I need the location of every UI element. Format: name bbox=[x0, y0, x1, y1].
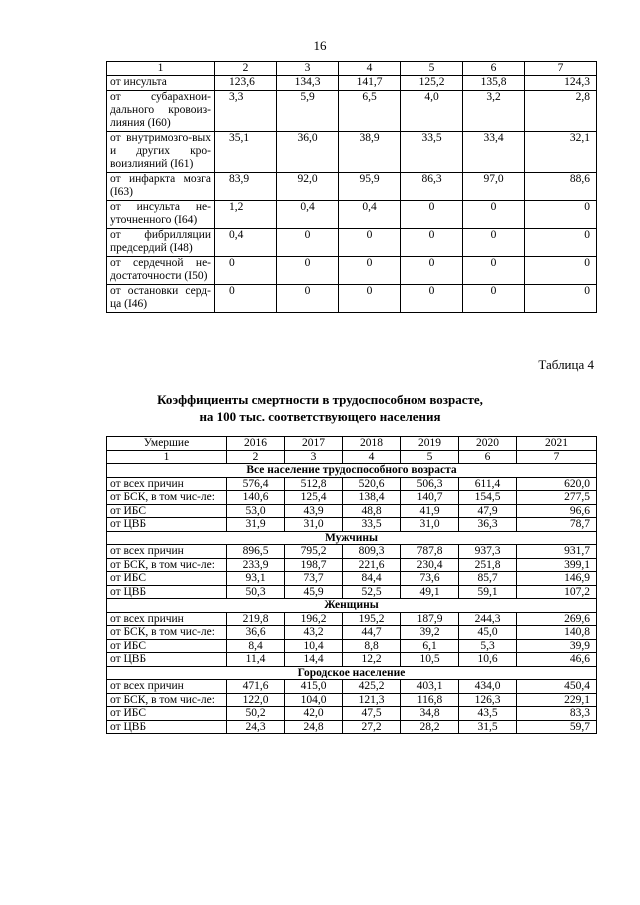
table-cell: 125,4 bbox=[285, 491, 343, 505]
table-cell: 787,8 bbox=[401, 545, 459, 559]
table-cell: 620,0 bbox=[517, 477, 597, 491]
table-cell: 140,6 bbox=[227, 491, 285, 505]
row-label: от ИБС bbox=[107, 572, 227, 586]
row-label: от ИБС bbox=[107, 639, 227, 653]
column-number: 7 bbox=[517, 450, 597, 464]
table-cell: 4,0 bbox=[401, 91, 463, 132]
table-cell: 198,7 bbox=[285, 558, 343, 572]
table-row bbox=[107, 91, 597, 132]
table-cell: 52,5 bbox=[343, 585, 401, 599]
section-row bbox=[107, 599, 597, 613]
table-row bbox=[107, 229, 597, 257]
table-cell: 39,9 bbox=[517, 639, 597, 653]
table-cell: 450,4 bbox=[517, 680, 597, 694]
table-cell: 124,3 bbox=[525, 76, 597, 91]
table-cell: 49,1 bbox=[401, 585, 459, 599]
table-cell: 219,8 bbox=[227, 612, 285, 626]
table-cell: 0 bbox=[401, 229, 463, 257]
table-cell: 35,1 bbox=[215, 132, 277, 173]
table-title-line-2: на 100 тыс. соответствующего населения bbox=[199, 409, 441, 424]
table-cell: 187,9 bbox=[401, 612, 459, 626]
column-header: 2018 bbox=[343, 437, 401, 451]
table-cell: 0 bbox=[401, 285, 463, 313]
table-cell: 3,2 bbox=[463, 91, 525, 132]
table-cell: 434,0 bbox=[459, 680, 517, 694]
row-label: от БСК, в том чис-ле: bbox=[107, 558, 227, 572]
table-cell: 399,1 bbox=[517, 558, 597, 572]
table-cell: 36,6 bbox=[227, 626, 285, 640]
table-cell: 195,2 bbox=[343, 612, 401, 626]
row-label: от внутримозго-вых и других кро-воизлияний (I61) bbox=[107, 132, 215, 173]
column-number: 7 bbox=[525, 62, 597, 76]
table-cell: 116,8 bbox=[401, 693, 459, 707]
section-title: Мужчины bbox=[107, 531, 597, 545]
row-label: от субарахнои-дального кровоиз-лияния (I60) bbox=[107, 91, 215, 132]
table-cell: 611,4 bbox=[459, 477, 517, 491]
table-cell: 43,2 bbox=[285, 626, 343, 640]
table-cell: 809,3 bbox=[343, 545, 401, 559]
table-cell: 73,6 bbox=[401, 572, 459, 586]
table-cell: 122,0 bbox=[227, 693, 285, 707]
table-cell: 0 bbox=[277, 285, 339, 313]
table-cell: 43,5 bbox=[459, 707, 517, 721]
table-cell: 251,8 bbox=[459, 558, 517, 572]
table-row bbox=[107, 720, 597, 734]
table-cell: 39,2 bbox=[401, 626, 459, 640]
section-title: Городское население bbox=[107, 666, 597, 680]
table-cell: 50,3 bbox=[227, 585, 285, 599]
table-cell: 31,0 bbox=[401, 518, 459, 532]
column-number: 5 bbox=[401, 450, 459, 464]
table-cell: 233,9 bbox=[227, 558, 285, 572]
column-header: 2020 bbox=[459, 437, 517, 451]
row-label: от всех причин bbox=[107, 477, 227, 491]
table-cell: 576,4 bbox=[227, 477, 285, 491]
row-label: от ИБС bbox=[107, 504, 227, 518]
table-cell: 123,6 bbox=[215, 76, 277, 91]
table-row bbox=[107, 504, 597, 518]
row-label: от инсульта bbox=[107, 76, 215, 91]
table-cell: 6,1 bbox=[401, 639, 459, 653]
table-cell: 0 bbox=[401, 257, 463, 285]
table-cell: 0 bbox=[339, 285, 401, 313]
column-number: 3 bbox=[277, 62, 339, 76]
column-number: 1 bbox=[107, 450, 227, 464]
table-cell: 95,9 bbox=[339, 173, 401, 201]
row-label: от всех причин bbox=[107, 612, 227, 626]
row-label: от БСК, в том чис-ле: bbox=[107, 491, 227, 505]
column-number: 5 bbox=[401, 62, 463, 76]
row-label: от всех причин bbox=[107, 680, 227, 694]
table-cell: 471,6 bbox=[227, 680, 285, 694]
table-cell: 0 bbox=[339, 257, 401, 285]
table-cell: 135,8 bbox=[463, 76, 525, 91]
table-cell: 141,7 bbox=[339, 76, 401, 91]
table-cell: 1,2 bbox=[215, 201, 277, 229]
table-cell: 0 bbox=[401, 201, 463, 229]
row-label: от ИБС bbox=[107, 707, 227, 721]
section-row bbox=[107, 464, 597, 478]
row-label: от инфаркта мозга (I63) bbox=[107, 173, 215, 201]
table-cell: 6,5 bbox=[339, 91, 401, 132]
section-row bbox=[107, 531, 597, 545]
row-label: от БСК, в том чис-ле: bbox=[107, 626, 227, 640]
table-cell: 0 bbox=[463, 201, 525, 229]
column-header: 2021 bbox=[517, 437, 597, 451]
table-cell: 896,5 bbox=[227, 545, 285, 559]
table-cell: 33,4 bbox=[463, 132, 525, 173]
table-cell: 0 bbox=[463, 229, 525, 257]
column-header: 2016 bbox=[227, 437, 285, 451]
row-label: от фибрилляции предсердий (I48) bbox=[107, 229, 215, 257]
row-label: от инсульта не-уточненного (I64) bbox=[107, 201, 215, 229]
table-cell: 107,2 bbox=[517, 585, 597, 599]
table-cell: 96,6 bbox=[517, 504, 597, 518]
table-header-row bbox=[107, 62, 597, 76]
table-cell: 83,3 bbox=[517, 707, 597, 721]
table-cell: 36,0 bbox=[277, 132, 339, 173]
table-cell: 38,9 bbox=[339, 132, 401, 173]
table-row bbox=[107, 639, 597, 653]
row-label: от остановки серд-ца (I46) bbox=[107, 285, 215, 313]
row-label: от ЦВБ bbox=[107, 653, 227, 667]
column-header: 2019 bbox=[401, 437, 459, 451]
table-cell: 5,3 bbox=[459, 639, 517, 653]
row-label: от ЦВБ bbox=[107, 720, 227, 734]
table-row bbox=[107, 477, 597, 491]
table-cell: 47,9 bbox=[459, 504, 517, 518]
table-row bbox=[107, 626, 597, 640]
table-cell: 14,4 bbox=[285, 653, 343, 667]
table-cell: 45,0 bbox=[459, 626, 517, 640]
column-number: 3 bbox=[285, 450, 343, 464]
stroke-mortality-table bbox=[106, 61, 597, 313]
table-row bbox=[107, 173, 597, 201]
table-cell: 84,4 bbox=[343, 572, 401, 586]
table-cell: 0 bbox=[525, 285, 597, 313]
row-label: от БСК, в том чис-ле: bbox=[107, 693, 227, 707]
table-cell: 520,6 bbox=[343, 477, 401, 491]
table-header-row bbox=[107, 437, 597, 451]
table-cell: 0 bbox=[339, 229, 401, 257]
table-cell: 11,4 bbox=[227, 653, 285, 667]
table-cell: 0 bbox=[463, 285, 525, 313]
table-row bbox=[107, 653, 597, 667]
column-number: 6 bbox=[459, 450, 517, 464]
table-cell: 10,4 bbox=[285, 639, 343, 653]
table-cell: 425,2 bbox=[343, 680, 401, 694]
table-cell: 97,0 bbox=[463, 173, 525, 201]
table-cell: 50,2 bbox=[227, 707, 285, 721]
table-title-line-1: Коэффициенты смертности в трудоспособном возрасте, bbox=[157, 392, 483, 407]
table-row bbox=[107, 285, 597, 313]
table-cell: 403,1 bbox=[401, 680, 459, 694]
column-number: 4 bbox=[343, 450, 401, 464]
table-cell: 0 bbox=[215, 285, 277, 313]
table-cell: 415,0 bbox=[285, 680, 343, 694]
table-cell: 42,0 bbox=[285, 707, 343, 721]
table-cell: 33,5 bbox=[343, 518, 401, 532]
table-cell: 0 bbox=[277, 257, 339, 285]
table-cell: 125,2 bbox=[401, 76, 463, 91]
table-cell: 0 bbox=[525, 257, 597, 285]
table-cell: 931,7 bbox=[517, 545, 597, 559]
table-cell: 140,7 bbox=[401, 491, 459, 505]
table-row bbox=[107, 491, 597, 505]
table-cell: 41,9 bbox=[401, 504, 459, 518]
table-cell: 0,4 bbox=[339, 201, 401, 229]
table-cell: 73,7 bbox=[285, 572, 343, 586]
column-number: 2 bbox=[215, 62, 277, 76]
table-cell: 0 bbox=[525, 201, 597, 229]
table-cell: 44,7 bbox=[343, 626, 401, 640]
table-cell: 937,3 bbox=[459, 545, 517, 559]
column-number: 1 bbox=[107, 62, 215, 76]
table-cell: 0,4 bbox=[215, 229, 277, 257]
table-row bbox=[107, 707, 597, 721]
table-row bbox=[107, 693, 597, 707]
table-cell: 121,3 bbox=[343, 693, 401, 707]
table-cell: 104,0 bbox=[285, 693, 343, 707]
table-cell: 154,5 bbox=[459, 491, 517, 505]
table-cell: 34,8 bbox=[401, 707, 459, 721]
table-row bbox=[107, 76, 597, 91]
section-title: Все население трудоспособного возраста bbox=[107, 464, 597, 478]
section-title: Женщины bbox=[107, 599, 597, 613]
table-cell: 512,8 bbox=[285, 477, 343, 491]
table-cell: 31,0 bbox=[285, 518, 343, 532]
table-row bbox=[107, 201, 597, 229]
table-cell: 10,6 bbox=[459, 653, 517, 667]
table-cell: 0 bbox=[525, 229, 597, 257]
table-cell: 83,9 bbox=[215, 173, 277, 201]
table-cell: 140,8 bbox=[517, 626, 597, 640]
table-cell: 196,2 bbox=[285, 612, 343, 626]
table-cell: 31,5 bbox=[459, 720, 517, 734]
table-cell: 45,9 bbox=[285, 585, 343, 599]
working-age-mortality-table bbox=[106, 436, 597, 734]
table-cell: 33,5 bbox=[401, 132, 463, 173]
table-cell: 59,1 bbox=[459, 585, 517, 599]
table-cell: 134,3 bbox=[277, 76, 339, 91]
table-cell: 8,4 bbox=[227, 639, 285, 653]
table-cell: 8,8 bbox=[343, 639, 401, 653]
table-cell: 31,9 bbox=[227, 518, 285, 532]
table-cell: 506,3 bbox=[401, 477, 459, 491]
table-cell: 0 bbox=[463, 257, 525, 285]
table-cell: 48,8 bbox=[343, 504, 401, 518]
column-header: 2017 bbox=[285, 437, 343, 451]
table-cell: 244,3 bbox=[459, 612, 517, 626]
table-row bbox=[107, 518, 597, 532]
row-label: от ЦВБ bbox=[107, 518, 227, 532]
table-cell: 277,5 bbox=[517, 491, 597, 505]
column-header: Умершие bbox=[107, 437, 227, 451]
table-cell: 88,6 bbox=[525, 173, 597, 201]
table-cell: 53,0 bbox=[227, 504, 285, 518]
table-cell: 12,2 bbox=[343, 653, 401, 667]
table-row bbox=[107, 132, 597, 173]
table-row bbox=[107, 572, 597, 586]
table-cell: 93,1 bbox=[227, 572, 285, 586]
table-cell: 146,9 bbox=[517, 572, 597, 586]
table-cell: 138,4 bbox=[343, 491, 401, 505]
column-number: 4 bbox=[339, 62, 401, 76]
table-cell: 269,6 bbox=[517, 612, 597, 626]
table-cell: 0 bbox=[215, 257, 277, 285]
table-cell: 36,3 bbox=[459, 518, 517, 532]
table-cell: 24,8 bbox=[285, 720, 343, 734]
table-cell: 24,3 bbox=[227, 720, 285, 734]
table-cell: 28,2 bbox=[401, 720, 459, 734]
table-cell: 43,9 bbox=[285, 504, 343, 518]
table-cell: 47,5 bbox=[343, 707, 401, 721]
table-cell: 10,5 bbox=[401, 653, 459, 667]
table-cell: 795,2 bbox=[285, 545, 343, 559]
table-cell: 229,1 bbox=[517, 693, 597, 707]
table-cell: 0,4 bbox=[277, 201, 339, 229]
row-label: от всех причин bbox=[107, 545, 227, 559]
table-row bbox=[107, 680, 597, 694]
table-cell: 78,7 bbox=[517, 518, 597, 532]
table-cell: 5,9 bbox=[277, 91, 339, 132]
table-caption: Таблица 4 bbox=[538, 357, 594, 372]
table-row bbox=[107, 257, 597, 285]
section-row bbox=[107, 666, 597, 680]
table-row bbox=[107, 558, 597, 572]
table-title bbox=[0, 391, 640, 425]
page-number: 16 bbox=[313, 38, 327, 53]
table-row bbox=[107, 545, 597, 559]
table-cell: 3,3 bbox=[215, 91, 277, 132]
row-label: от сердечной не-достаточности (I50) bbox=[107, 257, 215, 285]
table-column-numbers-row bbox=[107, 450, 597, 464]
table-cell: 221,6 bbox=[343, 558, 401, 572]
table-cell: 126,3 bbox=[459, 693, 517, 707]
table-cell: 46,6 bbox=[517, 653, 597, 667]
table-cell: 59,7 bbox=[517, 720, 597, 734]
table-cell: 230,4 bbox=[401, 558, 459, 572]
table-cell: 32,1 bbox=[525, 132, 597, 173]
column-number: 6 bbox=[463, 62, 525, 76]
table-row bbox=[107, 585, 597, 599]
table-cell: 85,7 bbox=[459, 572, 517, 586]
row-label: от ЦВБ bbox=[107, 585, 227, 599]
table-row bbox=[107, 612, 597, 626]
table-cell: 0 bbox=[277, 229, 339, 257]
table-cell: 27,2 bbox=[343, 720, 401, 734]
table-cell: 92,0 bbox=[277, 173, 339, 201]
table-cell: 2,8 bbox=[525, 91, 597, 132]
column-number: 2 bbox=[227, 450, 285, 464]
table-cell: 86,3 bbox=[401, 173, 463, 201]
